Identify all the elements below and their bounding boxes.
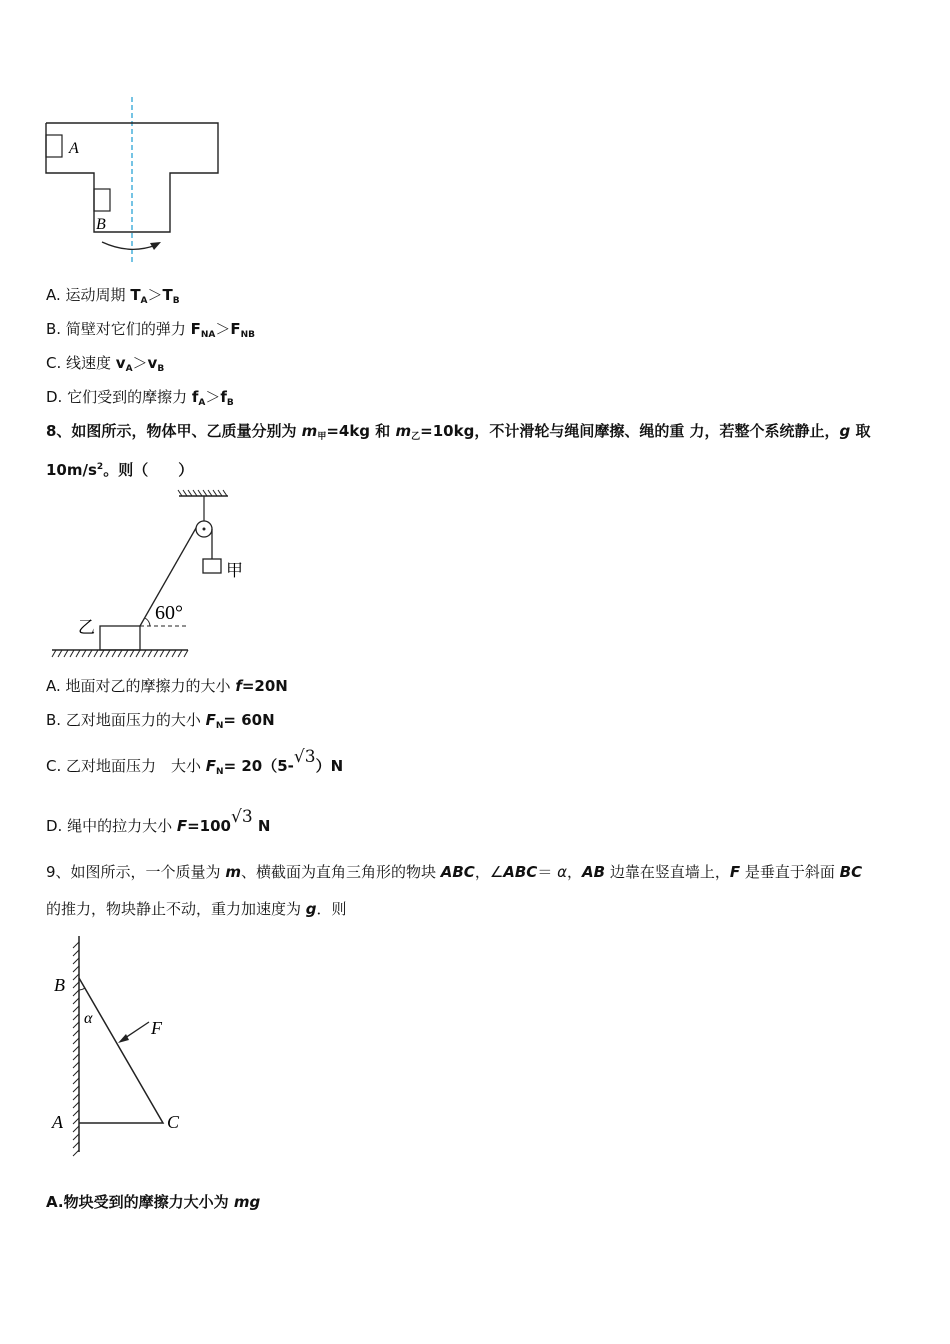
sqrt-3: √3 xyxy=(293,747,316,767)
block-jia xyxy=(203,559,221,573)
q9-stem-line2: 的推力，物块静止不动，重力加速度为 g．则 xyxy=(46,900,347,918)
block-b xyxy=(94,189,110,211)
angle-alpha-arc xyxy=(79,988,85,990)
q8-option-c: C. 乙对地面压力 大小 $F_N= 20(5-√3)N$ xyxy=(46,747,344,777)
q8-option-d: D. 绳中的拉力大小 F=100√3 N xyxy=(46,807,271,835)
label-b: B xyxy=(96,216,106,233)
rotation-arrow xyxy=(102,242,156,249)
label-angle: 60° xyxy=(155,602,183,624)
label-alpha: α xyxy=(84,1010,93,1027)
angle-arc xyxy=(145,618,150,626)
label-c: C xyxy=(167,1112,180,1132)
q8-stem-line2: $10m/s^2$。则（ ） xyxy=(46,461,194,479)
figure-triangle-block xyxy=(40,930,200,1160)
q7-option-d: D. 它们受到的摩擦力 $f_A>f_B$ xyxy=(46,388,234,408)
force-f-arrowhead xyxy=(118,1034,129,1043)
label-jia: 甲 xyxy=(226,561,243,580)
triangle-abc xyxy=(79,978,163,1123)
q8-option-a: A. 地面对乙的摩擦力的大小 f=20N xyxy=(46,677,288,695)
q7-option-a: A. 运动周期 $T_A>T_B$ xyxy=(46,286,180,306)
sqrt-3: √3 xyxy=(231,807,253,827)
block-a xyxy=(46,135,62,157)
figure-pulley-system xyxy=(46,488,256,663)
block-yi xyxy=(100,626,140,650)
label-yi: 乙 xyxy=(78,618,95,637)
label-a: A xyxy=(69,140,79,157)
q8-stem-line1: 8、如图所示，物体甲、乙质量分别为 $m_甲=4kg$ 和 $m_乙=10kg$，不计滑轮与绳间摩擦、绳的重 力，若整个系统静止，g 取 xyxy=(46,422,871,442)
q7-option-c: C. 线速度 $v_A>v_B$ xyxy=(46,354,165,374)
label-f: F xyxy=(151,1018,162,1038)
q9-stem-line1: 9、如图所示，一个质量为 m、横截面为直角三角形的物块 ABC，∠ABC＝ α，AB 边靠在竖直墙上，F 是垂直于斜面 BC xyxy=(46,863,863,881)
q8-option-b: B. 乙对地面压力的大小 $F_N= 60N$ xyxy=(46,711,275,731)
q7-option-b: B. 简壁对它们的弹力 $F_{NA}>F_{NB}$ xyxy=(46,320,256,340)
q9-option-a: A.物块受到的摩擦力大小为 mg xyxy=(46,1193,261,1211)
label-a: A xyxy=(52,1112,63,1132)
label-b: B xyxy=(54,975,65,995)
figure-rotating-drum xyxy=(40,95,230,270)
